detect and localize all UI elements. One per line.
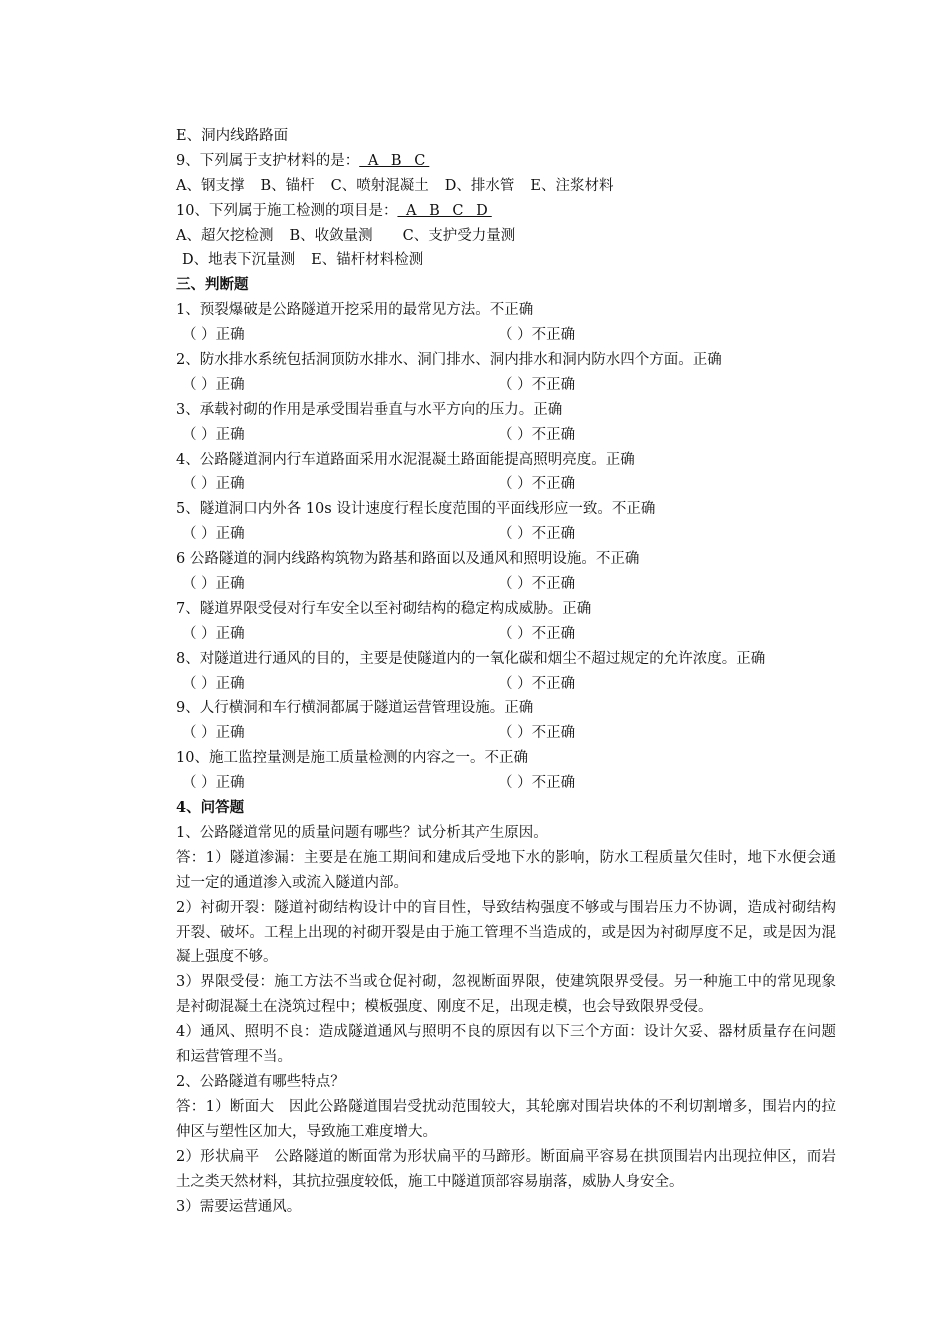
qa-answer-2-part-3: 3）需要运营通风。 — [176, 1198, 302, 1215]
choice-false[interactable]: （ ）不正确 — [498, 675, 576, 692]
qa-answer-1-part-1: 答：1）隧道渗漏：主要是在施工期间和建成后受地下水的影响，防水工程质量欠佳时，地下水便会通过一定的通道渗入或流入隧道内部。 — [176, 849, 836, 891]
section-heading-qa: 4、问答题 — [176, 799, 245, 817]
choice-false[interactable]: （ ）不正确 — [498, 327, 576, 344]
question-10 — [176, 199, 836, 224]
option: B、锚杆 — [260, 177, 315, 194]
true-false-question: 6 公路隧道的洞内线路构筑物为路基和路面以及通风和照明设施。不正确 — [176, 551, 640, 568]
qa-question-2: 2、公路隧道有哪些特点？ — [176, 1073, 345, 1090]
choice-false[interactable]: （ ）不正确 — [498, 775, 576, 792]
qa-answer-1-part-4: 4）通风、照明不良：造成隧道通风与照明不良的原因有以下三个方面：设计欠妥、器材质量存在问题和运营管理不当。 — [176, 1024, 836, 1066]
true-false-choices — [176, 522, 836, 547]
answer-blank: A B C — [359, 152, 430, 169]
option-line: E、洞内线路路面 — [176, 128, 289, 144]
choice-false[interactable]: （ ）不正确 — [498, 376, 576, 393]
qa-answer-2-part-2: 2）形状扁平 公路隧道的断面常为形状扁平的马蹄形。断面扁平容易在拱顶围岩内出现拉伸区，而岩土之类天然材料，其抗拉强度较低，施工中隧道顶部容易崩落，威胁人身安全。 — [176, 1148, 836, 1190]
true-false-question: 9、人行横洞和车行横洞都属于隧道运营管理设施。正确 — [176, 700, 534, 717]
choice-true[interactable]: （ ）正确 — [182, 376, 245, 393]
choice-true[interactable]: （ ）正确 — [182, 675, 245, 692]
true-false-list — [176, 298, 836, 796]
true-false-choices — [176, 373, 836, 398]
true-false-question: 1、预裂爆破是公路隧道开挖采用的最常见方法。不正确 — [176, 302, 534, 319]
question-text: 10、下列属于施工检测的项目是： — [176, 202, 398, 219]
true-false-choices — [176, 771, 836, 796]
choice-true[interactable]: （ ）正确 — [182, 725, 245, 742]
option: E、注浆材料 — [530, 177, 614, 194]
option: C、喷射混凝土 — [330, 177, 429, 194]
true-false-question: 4、公路隧道洞内行车道路面采用水泥混凝土路面能提高照明亮度。正确 — [176, 451, 635, 468]
true-false-question: 5、隧道洞口内外各 10s 设计速度行程长度范围的平面线形应一致。不正确 — [176, 501, 656, 518]
true-false-choices — [176, 323, 836, 348]
option: A、超欠挖检测 — [176, 227, 274, 244]
true-false-question: 2、防水排水系统包括洞顶防水排水、洞门排水、洞内排水和洞内防水四个方面。正确 — [176, 352, 722, 369]
option: D、排水管 — [444, 177, 515, 194]
answer-blank: A B C D — [397, 202, 492, 219]
true-false-question: 3、承载衬砌的作用是承受围岩垂直与水平方向的压力。正确 — [176, 401, 563, 418]
option: A、钢支撑 — [176, 177, 245, 194]
choice-true[interactable]: （ ）正确 — [182, 526, 245, 543]
document-body — [176, 124, 836, 1219]
choice-true[interactable]: （ ）正确 — [182, 625, 245, 642]
true-false-question: 7、隧道界限受侵对行车安全以至衬砌结构的稳定构成威胁。正确 — [176, 600, 592, 617]
true-false-question: 10、施工监控量测是施工质量检测的内容之一。不正确 — [176, 750, 528, 767]
question-9 — [176, 149, 836, 174]
true-false-choices — [176, 622, 836, 647]
choice-true[interactable]: （ ）正确 — [182, 576, 245, 593]
choice-true[interactable]: （ ）正确 — [182, 476, 245, 493]
true-false-choices — [176, 572, 836, 597]
choice-false[interactable]: （ ）不正确 — [498, 476, 576, 493]
true-false-choices — [176, 472, 836, 497]
choice-false[interactable]: （ ）不正确 — [498, 725, 576, 742]
choice-false[interactable]: （ ）不正确 — [498, 426, 576, 443]
true-false-choices — [176, 672, 836, 697]
choice-true[interactable]: （ ）正确 — [182, 426, 245, 443]
option: E、锚杆材料检测 — [311, 252, 424, 269]
true-false-choices — [176, 721, 836, 746]
qa-answer-1-part-2: 2）衬砌开裂：隧道衬砌结构设计中的盲目性，导致结构强度不够或与围岩压力不协调，造成衬砌结构开裂、破坏。工程上出现的衬砌开裂是由于施工管理不当造成的，或是因为衬砌厚度不足，或是因为混凝上强度不够。 — [176, 899, 836, 966]
true-false-choices — [176, 423, 836, 448]
option: D、地表下沉量测 — [182, 252, 296, 269]
section-heading-true-false: 三、判断题 — [176, 276, 249, 294]
true-false-question: 8、对隧道进行通风的目的，主要是使隧道内的一氧化碳和烟尘不超过规定的允许浓度。正确 — [176, 650, 766, 667]
question-text: 9、下列属于支护材料的是： — [176, 152, 360, 169]
choice-false[interactable]: （ ）不正确 — [498, 526, 576, 543]
qa-question-1: 1、公路隧道常见的质量问题有哪些？试分析其产生原因。 — [176, 824, 548, 841]
question-10-options-a — [176, 224, 836, 249]
choice-true[interactable]: （ ）正确 — [182, 327, 245, 344]
question-9-options — [176, 174, 836, 199]
choice-false[interactable]: （ ）不正确 — [498, 625, 576, 642]
qa-answer-2-part-1: 答：1）断面大 因此公路隧道围岩受扰动范围较大，其轮廓对围岩块体的不利切割增多，围岩内的拉伸区与塑性区加大，导致施工难度增大。 — [176, 1098, 836, 1140]
option: C、支护受力量测 — [402, 227, 516, 244]
option: B、收敛量测 — [289, 227, 373, 244]
choice-true[interactable]: （ ）正确 — [182, 775, 245, 792]
question-10-options-b — [176, 248, 836, 273]
choice-false[interactable]: （ ）不正确 — [498, 576, 576, 593]
qa-answer-1-part-3: 3）界限受侵：施工方法不当或仓促衬砌，忽视断面界限，使建筑限界受侵。另一种施工中的常见现象是衬砌混凝土在浇筑过程中；模板强度、刚度不足，出现走模，也会导致限界受侵。 — [176, 974, 836, 1016]
